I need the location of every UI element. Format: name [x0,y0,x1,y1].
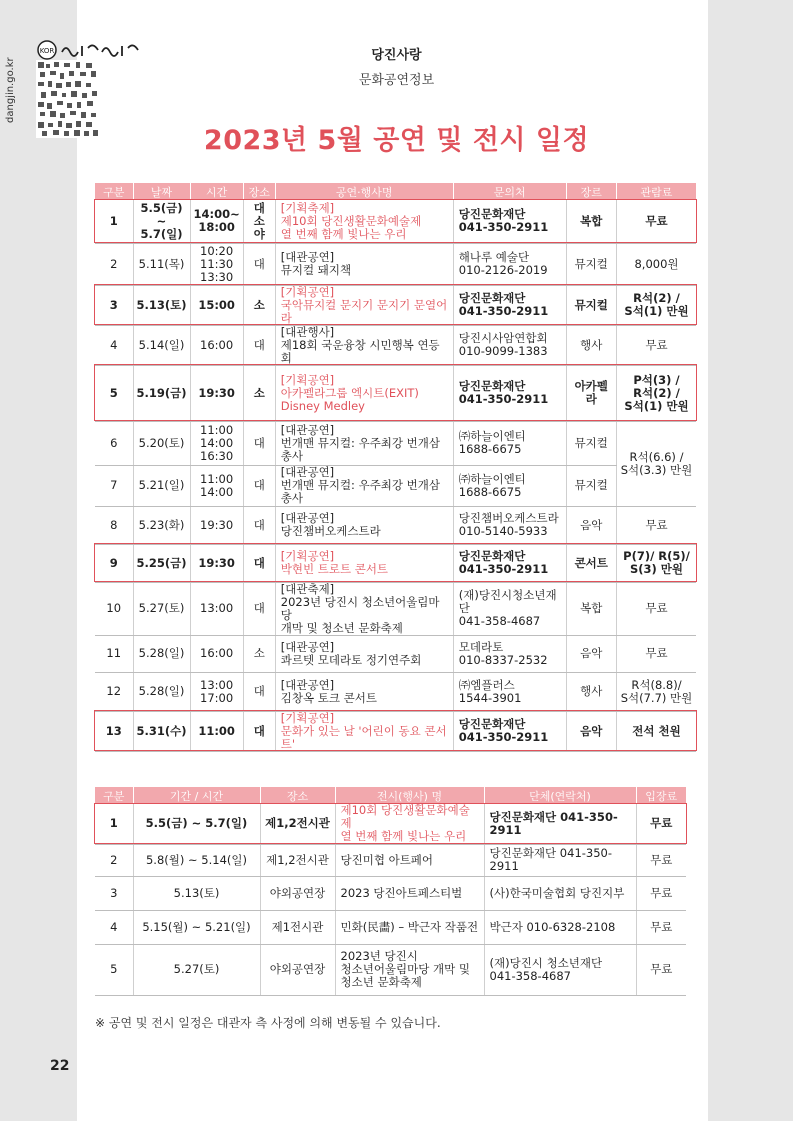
cell-venue: 대 [243,325,275,365]
header-venue: 장소 [260,787,335,804]
cell-time: 13:00 [190,582,243,635]
cell-fee: 무료 [636,804,686,844]
cell-contact: ㈜하늘이엔티 1688-6675 [453,465,566,506]
cell-contact: 당진문화재단 041-350-2911 [484,804,636,844]
header-genre: 장르 [566,183,616,200]
cell-date: 5.21(일) [133,465,190,506]
cell-title: [기획공연] 문화가 있는 날 '어린이 동요 콘서트' [275,711,453,751]
cell-contact: (사)한국미술협회 당진지부 [484,876,636,910]
cell-contact: 당진문화재단 041-350-2911 [453,544,566,582]
cell-genre: 뮤지컬 [566,465,616,506]
cell-title: [기획공연] 아카펠라그룹 엑시트(EXIT) Disney Medley [275,365,453,421]
cell-fee: 무료 [636,910,686,944]
cell-contact: 당진문화재단 041-350-2911 [453,285,566,325]
cell-fee: 전석 천원 [616,711,696,751]
cell-contact: 박근자 010-6328-2108 [484,910,636,944]
cell-fee: 무료 [636,844,686,876]
exhibition-row [95,804,686,844]
performance-table [95,183,696,752]
cell-fee: 무료 [636,944,686,995]
performance-row [95,506,696,544]
cell-venue: 제1,2전시관 [260,804,335,844]
cell-contact: 해나루 예술단 010-2126-2019 [453,243,566,285]
cell-genre: 행사 [566,672,616,711]
exhibition-row [95,844,686,876]
header-title: 공연·행사명 [275,183,453,200]
cell-no: 10 [95,582,133,635]
cell-period: 5.27(토) [133,944,260,995]
cell-genre: 뮤지컬 [566,243,616,285]
header-no: 구분 [95,787,133,804]
cell-no: 3 [95,876,133,910]
cell-title: 2023 당진아트페스티벌 [335,876,484,910]
cell-title: 민화(民畵) – 박근자 작품전 [335,910,484,944]
header-venue: 장소 [243,183,275,200]
performance-row [95,544,696,582]
performance-row [95,711,696,751]
cell-genre: 뮤지컬 [566,285,616,325]
cell-fee: 무료 [616,582,696,635]
performance-row [95,672,696,711]
cell-title: [기획축제] 제10회 당진생활문화예술제 열 번째 함께 빛나는 우리 [275,200,453,243]
cell-genre: 복합 [566,200,616,243]
performance-row [95,285,696,325]
cell-no: 12 [95,672,133,711]
cell-title: 당진미협 아트페어 [335,844,484,876]
performance-row [95,582,696,635]
cell-date: 5.19(금) [133,365,190,421]
header-contact: 단체(연락처) [484,787,636,804]
cell-no: 4 [95,910,133,944]
performance-header-row [95,183,696,200]
cell-no: 5 [95,944,133,995]
cell-title: [대관행사] 제18회 국운융창 시민행복 연등회 [275,325,453,365]
cell-fee: 무료 [616,325,696,365]
performance-row [95,421,696,465]
cell-date: 5.23(화) [133,506,190,544]
exhibition-row [95,944,686,995]
exhibition-row [95,910,686,944]
cell-title: [대관공연] 당진챔버오케스트라 [275,506,453,544]
cell-title: 2023년 당진시 청소년어울림마당 개막 및 청소년 문화축제 [335,944,484,995]
cell-no: 6 [95,421,133,465]
cell-date: 5.28(일) [133,672,190,711]
cell-fee: R석(2) / S석(1) 만원 [616,285,696,325]
section-title: 당진사랑 [371,48,422,63]
cell-no: 4 [95,325,133,365]
exhibition-header-row [95,787,686,804]
cell-date: 5.27(토) [133,582,190,635]
cell-contact: 당진문화재단 041-350-2911 [453,200,566,243]
cell-venue: 대 [243,421,275,465]
subsection-title: 문화공연정보 [358,73,435,88]
cell-date: 5.20(토) [133,421,190,465]
cell-time: 16:00 [190,635,243,672]
cell-venue: 야외공연장 [260,944,335,995]
cell-venue: 제1,2전시관 [260,844,335,876]
cell-fee: P(7)/ R(5)/ S(3) 만원 [616,544,696,582]
cell-genre: 음악 [566,711,616,751]
cell-date: 5.25(금) [133,544,190,582]
cell-contact: 당진챔버오케스트라 010-5140-5933 [453,506,566,544]
cell-no: 11 [95,635,133,672]
performance-row [95,243,696,285]
performance-row [95,325,696,365]
performance-row [95,465,696,506]
cell-no: 8 [95,506,133,544]
cell-genre: 음악 [566,635,616,672]
cell-venue: 소 [243,635,275,672]
svg-text:KOR: KOR [39,47,55,55]
cell-fee: P석(3) / R석(2) / S석(1) 만원 [616,365,696,421]
exhibition-row [95,876,686,910]
cell-title: [대관공연] 콰르텟 모데라토 정기연주회 [275,635,453,672]
cell-fee: R석(8.8)/ S석(7.7) 만원 [616,672,696,711]
header-date: 날짜 [133,183,190,200]
header-title: 전시(행사) 명 [335,787,484,804]
cell-fee: 무료 [616,506,696,544]
cell-no: 1 [95,200,133,243]
cell-fee: R석(6.6) / S석(3.3) 만원 [616,421,696,506]
cell-venue: 대 [243,544,275,582]
cell-time: 19:30 [190,544,243,582]
cell-venue: 소 [243,365,275,421]
cell-period: 5.5(금) ~ 5.7(일) [133,804,260,844]
cell-title: [대관공연] 김창옥 토크 콘서트 [275,672,453,711]
site-url[interactable]: dangjin.go.kr [5,57,16,123]
cell-date: 5.31(수) [133,711,190,751]
cell-contact: (재)당진시청소년재단 041-358-4687 [453,582,566,635]
cell-genre: 아카펠라 [566,365,616,421]
page-number: 22 [50,1058,70,1074]
cell-period: 5.15(월) ~ 5.21(일) [133,910,260,944]
performance-row [95,200,696,243]
performance-row [95,635,696,672]
cell-title: [기획공연] 박현빈 트로트 콘서트 [275,544,453,582]
cell-venue: 대 [243,672,275,711]
cell-venue: 대 [243,243,275,285]
cell-title: 제10회 당진생활문화예술제 열 번째 함께 빛나는 우리 [335,804,484,844]
cell-venue: 야외공연장 [260,876,335,910]
cell-time: 19:30 [190,365,243,421]
cell-venue: 대 [243,465,275,506]
cell-contact: 당진시사암연합회 010-9099-1383 [453,325,566,365]
cell-date: 5.28(일) [133,635,190,672]
cell-time: 13:00 17:00 [190,672,243,711]
cell-period: 5.8(월) ~ 5.14(일) [133,844,260,876]
cell-title: [대관공연] 뮤지컬 돼지책 [275,243,453,285]
cell-time: 11:00 [190,711,243,751]
cell-genre: 콘서트 [566,544,616,582]
cell-time: 11:00 14:00 16:30 [190,421,243,465]
exhibition-table [95,787,686,996]
cell-no: 1 [95,804,133,844]
cell-time: 16:00 [190,325,243,365]
cell-time: 14:00~ 18:00 [190,200,243,243]
cell-contact: ㈜하늘이엔티 1688-6675 [453,421,566,465]
cell-no: 2 [95,243,133,285]
performance-row [95,365,696,421]
cell-genre: 복합 [566,582,616,635]
cell-period: 5.13(토) [133,876,260,910]
header-fee: 관람료 [616,183,696,200]
header-fee: 입장료 [636,787,686,804]
cell-fee: 무료 [616,635,696,672]
cell-genre: 행사 [566,325,616,365]
cell-title: [대관공연] 번개맨 뮤지컬: 우주최강 번개삼총사 [275,421,453,465]
cell-venue: 소 [243,285,275,325]
cell-fee: 무료 [616,200,696,243]
cell-title: [대관축제] 2023년 당진시 청소년어울림마당 개막 및 청소년 문화축제 [275,582,453,635]
cell-contact: ㈜엠플러스 1544-3901 [453,672,566,711]
cell-no: 2 [95,844,133,876]
cell-title: [기획공연] 국악뮤지컬 문지기 문지기 문열어라 [275,285,453,325]
cell-no: 5 [95,365,133,421]
header-time: 시간 [190,183,243,200]
cell-contact: 당진문화재단 041-350-2911 [484,844,636,876]
cell-venue: 대 [243,582,275,635]
cell-contact: 당진문화재단 041-350-2911 [453,365,566,421]
header-period: 기간 / 시간 [133,787,260,804]
cell-date: 5.13(토) [133,285,190,325]
cell-no: 13 [95,711,133,751]
cell-date: 5.14(일) [133,325,190,365]
cell-fee: 8,000원 [616,243,696,285]
cell-venue: 제1전시관 [260,910,335,944]
header-contact: 문의처 [453,183,566,200]
cell-title: [대관공연] 번개맨 뮤지컬: 우주최강 번개삼총사 [275,465,453,506]
cell-venue: 대 [243,506,275,544]
cell-contact: 모데라토 010-8337-2532 [453,635,566,672]
header-no: 구분 [95,183,133,200]
schedule-note: ※ 공연 및 전시 일정은 대관자 측 사정에 의해 변동될 수 있습니다. [95,1016,441,1030]
cell-contact: (재)당진시 청소년재단 041-358-4687 [484,944,636,995]
page-title: 2023년 5월 공연 및 전시 일정 [203,125,590,156]
cell-genre: 음악 [566,506,616,544]
cell-no: 7 [95,465,133,506]
cell-time: 11:00 14:00 [190,465,243,506]
cell-venue: 대 소 야 [243,200,275,243]
cell-time: 15:00 [190,285,243,325]
cell-venue: 대 [243,711,275,751]
cell-no: 3 [95,285,133,325]
cell-contact: 당진문화재단 041-350-2911 [453,711,566,751]
cell-date: 5.5(금) ~ 5.7(일) [133,200,190,243]
cell-fee: 무료 [636,876,686,910]
cell-time: 19:30 [190,506,243,544]
cell-no: 9 [95,544,133,582]
cell-date: 5.11(목) [133,243,190,285]
cell-time: 10:20 11:30 13:30 [190,243,243,285]
cell-genre: 뮤지컬 [566,421,616,465]
